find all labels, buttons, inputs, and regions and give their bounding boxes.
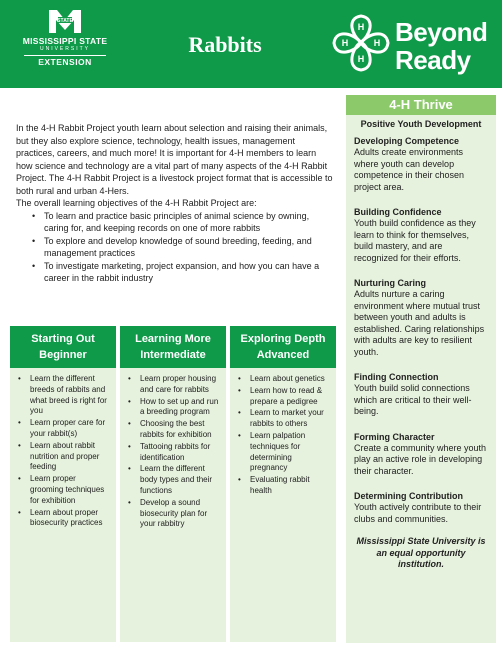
objective-item: • To explore and develop knowledge of sound breeding, feeding, and management practices: [32, 235, 334, 260]
msu-seal-text: STATE: [57, 18, 73, 24]
header-banner: [0, 0, 502, 88]
list-item: • Learn the different breeds of rabbits and what breed is right for you: [16, 374, 111, 417]
intro-section: [16, 122, 334, 285]
list-item: • Learn to market your rabbits to others: [236, 408, 331, 430]
thrive-title: 4-H Thrive: [346, 95, 496, 115]
level-title: Starting Out: [31, 333, 95, 345]
list-item: • Learn about proper biosecurity practices: [16, 508, 111, 530]
level-body: [120, 368, 226, 642]
thrive-heading: Building Confidence: [354, 207, 442, 217]
thrive-item: [354, 277, 488, 358]
list-item: • Learn the different body types and their functions: [126, 464, 221, 496]
level-list: [236, 374, 331, 497]
intro-paragraph: In the 4-H Rabbit Project youth learn about selection and raising their animals, but they also explore science, technology, health issues, management practices, careers, and much more! It is important for 4-H members to learn how science and technology are a vital part of many aspects of the 4-H Rabbit Project. The 4-H Rabbit Project is a livestock project format that is accessible to both rural and urban 4-Hers.: [16, 123, 333, 196]
level-title: Learning More: [135, 333, 211, 345]
equal-opportunity-note: Mississippi State University is an equal opportunity institution.: [356, 536, 486, 569]
level-subtitle: Advanced: [256, 349, 310, 361]
objective-item: • To investigate marketing, project expansion, and how you can have a career in the rabbit industry: [32, 260, 334, 285]
level-body: [230, 368, 336, 642]
msu-m-logo-icon: [48, 8, 82, 34]
level-intermediate: [120, 326, 226, 642]
level-subtitle: Beginner: [39, 349, 87, 361]
page-title: Rabbits: [188, 32, 262, 57]
list-item: • Learn proper housing and care for rabbits: [126, 374, 221, 396]
msu-extension: EXTENSION: [38, 57, 92, 67]
level-advanced: [230, 326, 336, 642]
objectives-list: [32, 210, 334, 285]
thrive-body: Create a community where youth play an active role in developing their character.: [354, 442, 487, 476]
thrive-heading: Developing Competence: [354, 136, 460, 146]
svg-text:H: H: [357, 22, 365, 32]
list-item: • Learn how to read & prepare a pedigree: [236, 386, 331, 408]
thrive-body: Youth build confidence as they learn to think for themselves, build mastery, and are recognized for their efforts.: [354, 218, 476, 263]
thrive-body: Youth actively contribute to their clubs and communities.: [354, 502, 482, 524]
level-body: [10, 368, 116, 642]
level-beginner: [10, 326, 116, 642]
list-item: • How to set up and run a breeding program: [126, 397, 221, 419]
level-subtitle: Intermediate: [140, 349, 206, 361]
list-item: • Develop a sound biosecurity plan for your rabbitry: [126, 498, 221, 530]
list-item: • Choosing the best rabbits for exhibition: [126, 419, 221, 441]
thrive-heading: Determining Contribution: [354, 491, 463, 501]
thrive-sidebar: [346, 133, 496, 643]
level-header: [120, 326, 226, 368]
list-item: • Learn palpation techniques for determining pregnancy: [236, 431, 331, 474]
svg-text:H: H: [373, 38, 381, 48]
level-list: [16, 374, 111, 529]
msu-extension-logo: [10, 8, 120, 80]
msu-name: MISSISSIPPI STATE: [22, 36, 108, 46]
list-item: • Evaluating rabbit health: [236, 475, 331, 497]
list-item: • Tattooing rabbits for identification: [126, 442, 221, 464]
list-item: • Learn proper care for your rabbit(s): [16, 418, 111, 440]
msu-university: UNIVERSITY: [39, 46, 90, 52]
four-h-clover-icon: [330, 12, 392, 74]
level-header: [230, 326, 336, 368]
thrive-subtitle: Positive Youth Development: [346, 115, 496, 133]
thrive-item: [354, 490, 488, 525]
thrive-item: [354, 431, 488, 478]
thrive-body: Adults create environments where youth can develop competence in their chosen project area.: [354, 147, 465, 192]
logo-divider: [24, 55, 106, 56]
thrive-item: [354, 135, 488, 193]
svg-text:H: H: [357, 54, 365, 64]
thrive-heading: Finding Connection: [354, 372, 439, 382]
thrive-body: Adults nurture a caring environment where mutual trust between youth and adults is established. Caring relationships with adults are key to resilient youth.: [354, 289, 485, 357]
thrive-body: Youth build solid connections which are critical to their well-being.: [354, 383, 472, 416]
thrive-item: [354, 371, 488, 418]
thrive-heading: Forming Character: [354, 431, 435, 442]
list-item: • Learn about genetics: [236, 374, 331, 385]
level-title: Exploring Depth: [240, 333, 326, 345]
brand-line-1: Beyond: [395, 17, 488, 47]
list-item: • Learn about rabbit nutrition and proper feeding: [16, 441, 111, 473]
brand-line-2: Ready: [395, 45, 471, 75]
objectives-lead: The overall learning objectives of the 4-H Rabbit Project are:: [16, 198, 257, 208]
list-item: • Learn proper grooming techniques for exhibition: [16, 474, 111, 506]
level-list: [126, 374, 221, 530]
thrive-item: [354, 206, 488, 264]
beyond-ready-wordmark: [395, 18, 495, 74]
thrive-heading: Nurturing Caring: [354, 278, 426, 288]
level-header: [10, 326, 116, 368]
svg-text:H: H: [341, 38, 349, 48]
objective-item: • To learn and practice basic principles of animal science by owning, caring for, and keeping records on one of more rabbits: [32, 210, 334, 235]
